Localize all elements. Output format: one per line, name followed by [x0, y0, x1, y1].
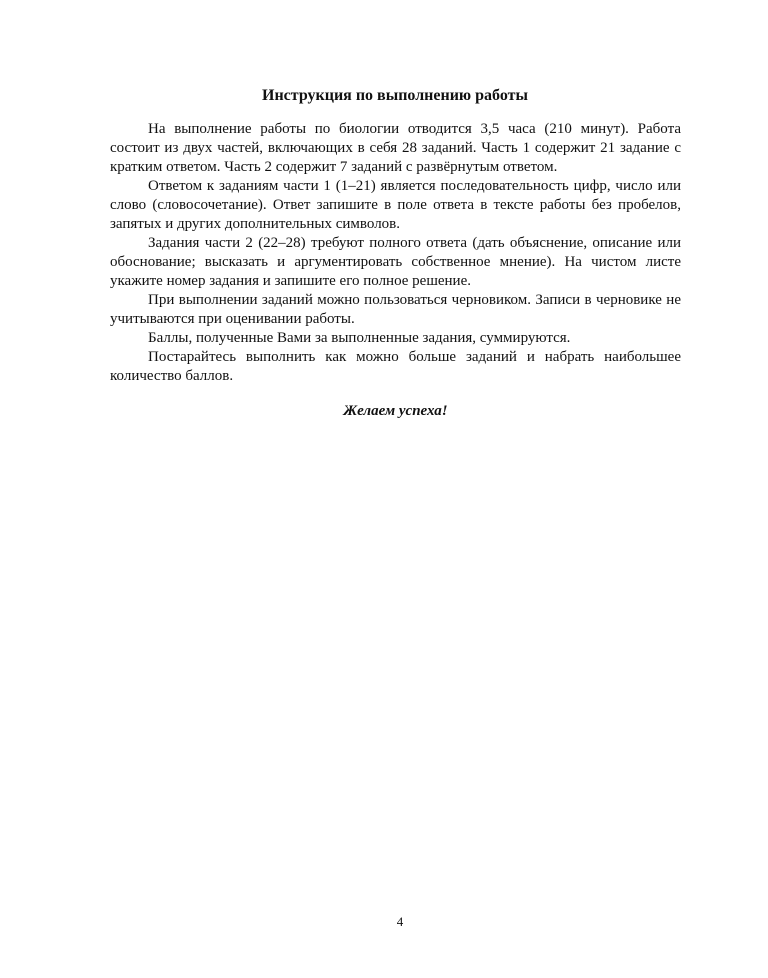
- paragraph-scoring: Баллы, полученные Вами за выполненные задания, суммируются.: [148, 330, 571, 346]
- paragraph-time-and-structure: На выполнение работы по биологии отводится 3,5 часа (210 минут). Работа состоит из двух частей, включающих в себя 28 заданий. Часть 1 содержит 21 задание с кратким ответом. Часть 2 содержит 7 заданий с развёрнутым ответом.: [110, 121, 681, 175]
- closing-wish: Желаем успеха!: [343, 403, 448, 419]
- paragraph-encouragement: Постарайтесь выполнить как можно больше заданий и набрать наибольшее количество баллов.: [110, 349, 681, 384]
- paragraph-part-two-answers: Задания части 2 (22–28) требуют полного ответа (дать объяснение, описание или обоснование; высказать и аргументировать собственное мнение). На чистом листе укажите номер задания и запишите его полное решение.: [110, 235, 681, 289]
- instruction-body: [110, 120, 681, 386]
- page-number: 4: [396, 914, 404, 929]
- instruction-title: Инструкция по выполнению работы: [262, 87, 528, 104]
- paragraph-part-one-answers: Ответом к заданиям части 1 (1–21) является последовательность цифр, число или слово (словосочетание). Ответ запишите в поле ответа в тексте работы без пробелов, запятых и других дополнительных символов.: [110, 178, 681, 232]
- paragraph-draft-usage: При выполнении заданий можно пользоваться черновиком. Записи в черновике не учитываются при оценивании работы.: [110, 292, 681, 327]
